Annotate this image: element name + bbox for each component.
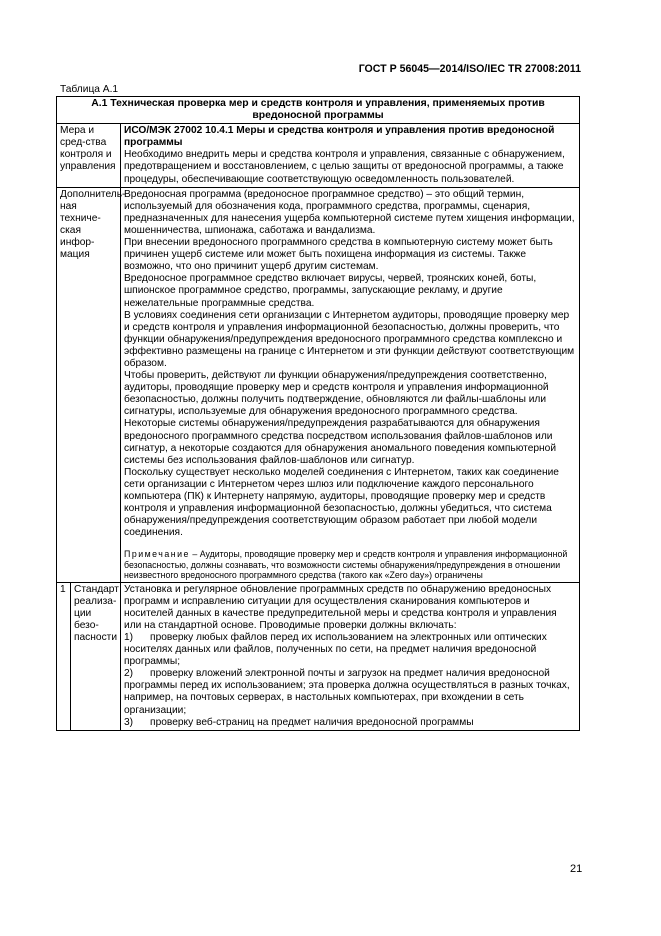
additional-paragraph: Поскольку существует несколько моделей соединения с Интернетом, таких как соединение сети организации с Интернетом через шлюз или подключение каждого персонального компьютера (ПК) к Интернету напрямую, аудиторы, проводящие проверку мер и средств контроля и управления информационной безопасностью, должны убедиться, что система обнаружения/предупреждения соответствующим образом работает при любой модели соединения.: [124, 466, 559, 539]
page-number: 21: [570, 863, 583, 875]
standard-row: [57, 582, 580, 730]
standard-label: Стандарт реализа-ции безо-пасности: [71, 582, 121, 730]
note-text: – Аудиторы, проводящие проверку мер и средств контроля и управления информационной безопасностью, должны сознавать, что возможности системы обнаружения/предупреждения в отношении неизвестного вредоносного программного средства (такого как «Zero day») ограничены: [124, 549, 568, 581]
standard-content: [121, 582, 580, 730]
list-item-number: 2): [124, 668, 134, 680]
standard-number: 1: [57, 582, 71, 730]
list-item-number: 1): [124, 631, 134, 643]
additional-paragraph: Чтобы проверить, действуют ли функции обнаружения/предупреждения соответственно, аудиторы, проводящие проверку мер и средств контроля и управления информационной безопасностью, должны получить подтверждение, обновляются ли файлы-шаблоны или сигнатуры, используемые для обнаружения вредоносного программного средства.: [124, 370, 549, 418]
audit-table: [56, 96, 580, 731]
additional-info-content: [121, 187, 580, 582]
measures-label: Мера и сред-ства контроля и управления: [57, 124, 121, 187]
additional-info-row: [57, 187, 580, 582]
additional-paragraph: Некоторые системы обнаружения/предупреждения разрабатываются для обнаружения вредоносного программного средства посредством использования файлов-шаблонов или сигнатур, а некоторые создаются для обнаружения аномального поведения компьютерной системы без использования файлов-шаблонов или сигнатур.: [124, 418, 557, 466]
additional-paragraph: В условиях соединения сети организации с Интернетом аудиторы, проводящие проверку мер и средств контроля и управления информационной безопасностью, должны проверить, что функции обнаружения/предупреждения вредоносного программного средства комплексно и эффективно размещены на границе с Интернетом и эти функции действуют соответствующим образом.: [124, 309, 575, 369]
note: [124, 549, 576, 580]
list-item-text: проверку вложений электронной почты и загрузок на предмет наличия вредоносной программы перед их использованием; эта проверка должна осуществляться в разных точках, например, на почтовых серверах, в настольных компьютерах, при вхождении в сеть организации;: [124, 668, 570, 716]
measures-content: [121, 124, 580, 187]
measures-text: Необходимо внедрить меры и средства контроля и управления, связанные с обнаружением, предотвращением и восстановлением, с целью защиты от вредоносной программы, а также процедуры, обеспечивающие соответствующую осведомленность пользователей.: [124, 149, 565, 185]
list-item: [124, 717, 576, 729]
additional-paragraph: Вредоносная программа (вредоносное программное средство) – это общий термин, используемый для обозначения кода, программного средства, программы, сценария, предназначенных для нанесения ущерба компьютерной системе путем хищения информации, мошенничества, шпионажа, саботажа и вандализма.: [124, 188, 575, 236]
additional-info-label: Дополнитель-ная техниче-ская инфор-мация: [57, 187, 121, 582]
list-item: [124, 632, 576, 668]
table-title: А.1 Техническая проверка мер и средств контроля и управления, применяемых против вредоносной программы: [57, 97, 580, 124]
list-item-number: 3): [124, 716, 134, 728]
measures-row: [57, 124, 580, 187]
standard-intro: Установка и регулярное обновление программных средств по обнаружению вредоносных программ и исправлению ситуации для осуществления сканирования компьютеров и носителей данных в качестве предупредительной меры и средства контроля и управления или на стандартной основе. Проводимые проверки должны включать:: [124, 583, 557, 631]
list-item-text: проверку веб-страниц на предмет наличия вредоносной программы: [150, 716, 474, 728]
list-item: [124, 668, 576, 716]
table-caption: Таблица А.1: [60, 84, 119, 95]
additional-paragraph: Вредоносное программное средство включает вирусы, червей, троянских коней, боты, шпионское программное средство, программы, запускающие рекламу, и другие нежелательные программные средства.: [124, 273, 537, 309]
list-item-text: проверку любых файлов перед их использованием на электронных или оптических носителях данных или файлов, полученных по сети, на предмет наличия вредоносной программы;: [124, 631, 547, 668]
note-label: Примечание: [124, 549, 190, 560]
measures-heading: ИСО/МЭК 27002 10.4.1 Меры и средства контроля и управления против вредоносной программы: [124, 125, 555, 149]
additional-paragraph: При внесении вредоносного программного средства в компьютерную систему может быть причинен ущерб системе или может быть похищена информация из системы. Также возможно, что оно причинит ущерб другим системам.: [124, 237, 553, 273]
table-title-row: [57, 97, 580, 124]
document-code-header: ГОСТ Р 56045—2014/ISO/IEC TR 27008:2011: [358, 63, 581, 75]
